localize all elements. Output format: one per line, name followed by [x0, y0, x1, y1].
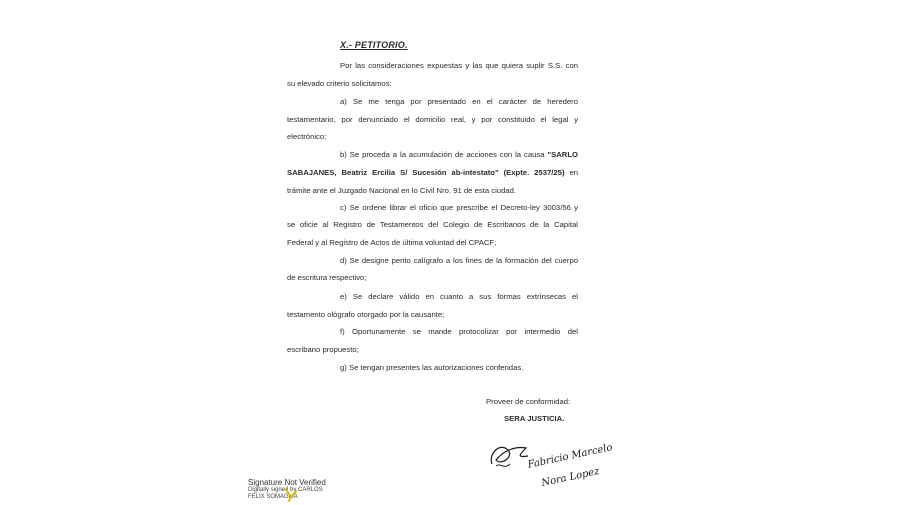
body-line-tail: en: [564, 168, 579, 177]
section-heading: X.- PETITORIO.: [340, 40, 408, 50]
body-line: [340, 363, 578, 373]
body-line-text: b) Se proceda a la acumulación de acciones con la causa: [340, 150, 545, 159]
body-line: [340, 61, 578, 71]
signature-warning-icon: [283, 488, 299, 502]
body-line: [287, 345, 578, 355]
body-line: [340, 292, 578, 302]
signature-name: FELIX SOMAGLIA: [248, 493, 298, 500]
body-line-text: Por las consideraciones expuestas y las que quiera suplir S.S. con: [340, 61, 578, 70]
body-line: [287, 310, 578, 320]
body-line-text: SABAJANES, Beatriz Ercilia S/ Sucesión ab-intestato" (Expte. 2537/25): [287, 168, 565, 177]
body-line-text: d) Se designe perito calígrafo a los fines de la formación del cuerpo: [340, 256, 578, 265]
body-line-text: Federal y al Registro de Actos de última voluntad del CPACF;: [287, 238, 497, 247]
signature-status: Signature Not Verified: [248, 478, 326, 487]
body-line: [287, 273, 578, 283]
body-line-text: se oficie al Registro de Testamentos del Colegio de Escribanos de la Capital: [287, 220, 578, 229]
body-line: [340, 256, 578, 266]
signature-signed-by: Digitally signed by CARLOS: [248, 487, 323, 493]
body-line: [287, 132, 578, 142]
body-line-text: g) Se tengan presentes las autorizaciones conferidas.: [340, 363, 524, 372]
body-line-text: trámite ante el Juzgado Nacional en lo Civil Nro. 91 de esta ciudad.: [287, 186, 517, 195]
body-line-bold-tail: "SARLO: [544, 150, 578, 159]
body-line: [287, 115, 578, 125]
body-line: [287, 168, 578, 178]
handwritten-name-line-1: Fabricio Marcelo: [526, 442, 614, 471]
body-line-text: testamentario, por denunciado el domicilio real, y por constituido el legal y: [287, 115, 578, 124]
body-line: [340, 327, 578, 337]
body-line: [287, 186, 578, 196]
body-line-text: electrónico;: [287, 132, 327, 141]
body-line-text: e) Se declare válido en cuanto a sus formas extrínsecas el: [340, 292, 578, 301]
body-line-text: su elevado criterio solicitamos:: [287, 79, 392, 88]
body-line: [340, 203, 578, 213]
body-line-text: a) Se me tenga por presentado en el carácter de heredero: [340, 97, 578, 106]
body-line: [287, 220, 578, 230]
body-line-text: c) Se ordene librar el oficio que prescribe el Decreto-ley 3003/56 y: [340, 203, 578, 212]
body-line-text: escribano propuesto;: [287, 345, 359, 354]
body-line: [287, 238, 578, 248]
sera-justicia-text: SERA JUSTICIA.: [504, 414, 565, 423]
body-line: [340, 150, 578, 160]
handwritten-name-line-2: Nora Lopez: [540, 465, 601, 490]
body-line: [340, 97, 578, 107]
body-line-text: de escritura respectivo;: [287, 273, 367, 282]
body-line: [287, 79, 578, 89]
proveer-text: Proveer de conformidad:: [486, 397, 571, 406]
body-line-text: f) Oportunamente se mande protocolizar por intermedio del: [340, 327, 578, 336]
body-line-text: testamento ológrafo otorgado por la causante;: [287, 310, 445, 319]
